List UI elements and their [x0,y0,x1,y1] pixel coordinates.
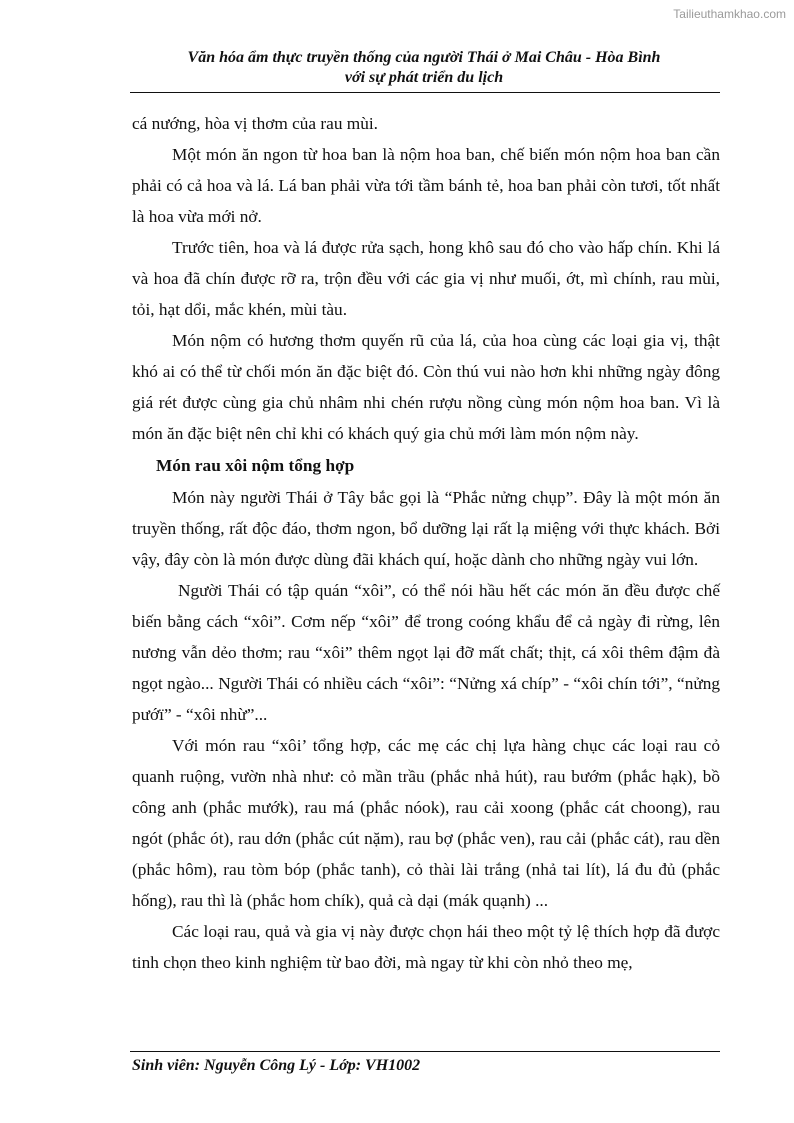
paragraph-3: Trước tiên, hoa và lá được rửa sạch, hong khô sau đó cho vào hấp chín. Khi lá và hoa đã chín được rỡ ra, trộn đều với các gia vị như muối, ớt, mì chính, rau mùi, tỏi, hạt dổi, mắc khén, mùi tàu. [132,238,720,319]
paragraph-4: Món nộm có hương thơm quyến rũ của lá, của hoa cùng các loại gia vị, thật khó ai có thể từ chối món ăn đặc biệt đó. Còn thú vui nào hơn khi những ngày đông giá rét được cùng gia chủ nhâm nhi chén rượu nồng cùng món nộm hoa ban. Vì là món ăn đặc biệt nên chỉ khi có khách quý gia chủ mới làm món nộm này. [132,331,720,443]
paragraph-6: Người Thái có tập quán “xôi”, có thể nói hầu hết các món ăn đều được chế biến bằng cách “xôi”. Cơm nếp “xôi” để trong coóng khẩu để cả ngày đi rừng, lên nương vẫn dẻo thơm; rau “xôi” thêm ngọt lại đỡ mất chất; thịt, cá xôi thêm đậm đà ngọt ngào... Người Thái có nhiều cách “xôi”: “Nửng xá chíp” - “xôi chín tới”, “nửng pướï” - “xôi nhừ”... [132,581,720,724]
paragraph-8: Các loại rau, quả và gia vị này được chọn hái theo một tỷ lệ thích hợp đã được tinh chọn theo kinh nghiệm từ bao đời, mà ngay từ khi còn nhỏ theo mẹ, [132,922,720,972]
header-divider [130,92,720,93]
paragraph-1: cá nướng, hòa vị thơm của rau mùi. [132,114,378,133]
section-heading: Món rau xôi nộm tổng hợp [156,456,355,475]
header-title-line-2: với sự phát triển du lịch [344,69,504,86]
header-title-line-1: Văn hóa ẩm thực truyền thống của người Thái ở Mai Châu - Hòa Bình [187,49,661,66]
page-body [132,108,720,978]
page-footer: Sinh viên: Nguyễn Công Lý - Lớp: VH1002 [132,1057,421,1074]
footer-divider [130,1051,720,1052]
paragraph-5: Món này người Thái ở Tây bắc gọi là “Phắc nửng chụp”. Đây là một món ăn truyền thống, rất độc đáo, thơm ngon, bổ dưỡng lại rất lạ miệng với thực khách. Bởi vậy, đây còn là món được dùng đãi khách quí, hoặc dành cho những ngày vui lớn. [132,488,720,569]
watermark: Tailieuthamkhao.com [673,7,786,21]
paragraph-2: Một món ăn ngon từ hoa ban là nộm hoa ban, chế biến món nộm hoa ban cần phải có cả hoa và lá. Lá ban phải vừa tới tầm bánh tẻ, hoa ban phải còn tươi, tốt nhất là hoa vừa mới nở. [132,145,720,226]
running-header [128,48,720,88]
paragraph-7: Với món rau “xôi’ tổng hợp, các mẹ các chị lựa hàng chục các loại rau cỏ quanh ruộng, vườn nhà như: cỏ mần trầu (phắc nhả hút), rau bướm (phắc hạk), bồ công anh (phắc mướk), rau má (phắc nóok), rau cải xoong (phắc cát choong), rau ngót (phắc ót), rau dớn (phắc cút nặm), rau bợ (phắc ven), rau cải (phắc cát), rau dền (phắc hôm), rau tòm bóp (phắc tanh), cỏ thài lài trắng (nhả tai lít), lá đu đủ (phắc hống), rau thì là (phắc hom chík), quả cà dại (mák quạnh) ... [132,736,720,910]
